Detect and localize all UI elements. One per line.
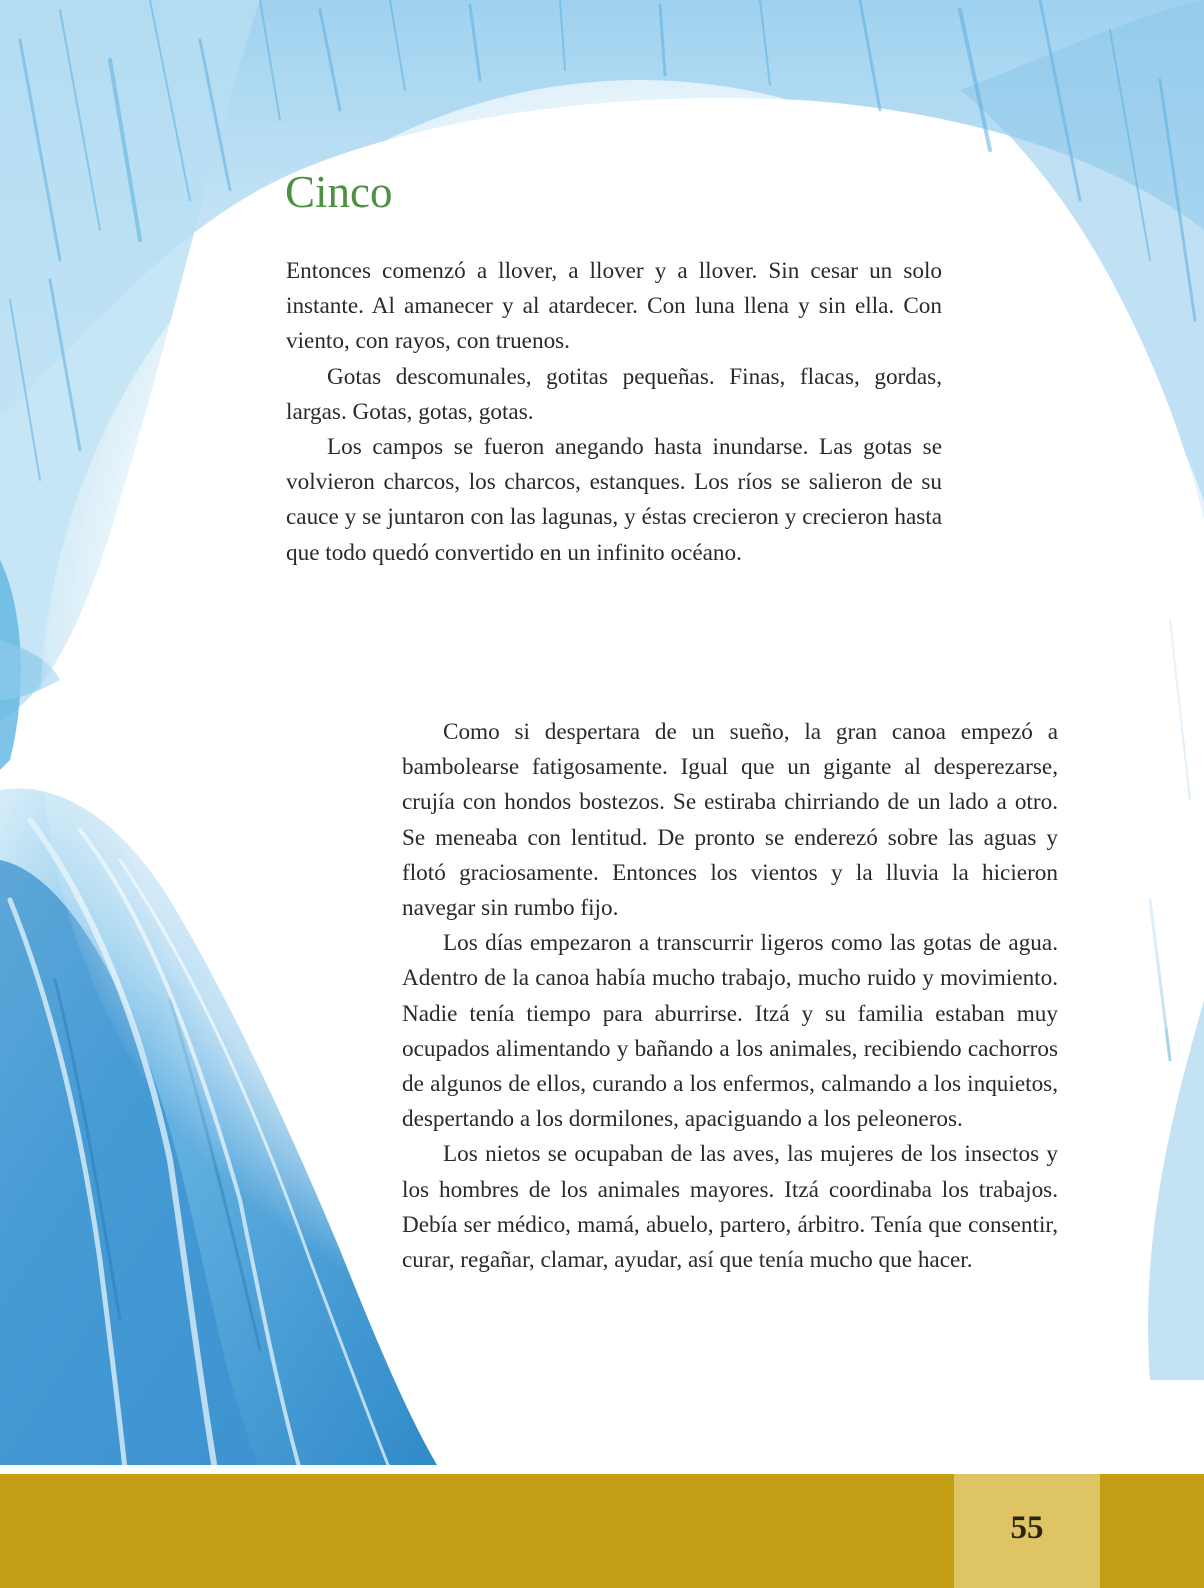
paragraph: Gotas descomunales, gotitas pequeñas. Finas, flacas, gordas, largas. Gotas, gotas, gotas. [286, 363, 942, 425]
page-number-tab [954, 1474, 1100, 1588]
page-number: 55 [1010, 1509, 1044, 1546]
story-section-two [402, 715, 1058, 1278]
chapter-title: Cinco [285, 167, 393, 217]
paragraph: Entonces comenzó a llover, a llover y a llover. Sin cesar un solo instante. Al amanecer y al atardecer. Con luna llena y sin ella. Con viento, con rayos, con truenos. [286, 258, 942, 355]
paragraph: Los nietos se ocupaban de las aves, las mujeres de los insectos y los hombres de los animales mayores. Itzá coordinaba los trabajos. Debía ser médico, mamá, abuelo, partero, árbitro. Tenía que consentir, curar, regañar, clamar, ayudar, así que tenía mucho que hacer. [402, 1141, 1058, 1274]
paragraph: Los campos se fueron anegando hasta inundarse. Las gotas se volvieron charcos, los charcos, estanques. Los ríos se salieron de su cauce y se juntaron con las lagunas, y éstas crecieron y crecieron hasta que todo quedó convertido en un infinito océano. [286, 434, 942, 566]
story-section-one [286, 254, 942, 571]
paragraph: Los días empezaron a transcurrir ligeros como las gotas de agua. Adentro de la canoa había mucho trabajo, mucho ruido y movimiento. Nadie tenía tiempo para aburrirse. Itzá y su familia estaban muy ocupados alimentando y bañando a los animales, recibiendo cachorros de algunos de ellos, curando a los enfermos, calmando a los inquietos, despertando a los dormilones, apaciguando a los peleoneros. [402, 930, 1058, 1133]
footer-rule [0, 1465, 1204, 1474]
paragraph: Como si despertara de un sueño, la gran canoa empezó a bambolearse fatigosamente. Igual que un gigante al desperezarse, crujía con hondos bostezos. Se estiraba chirriando de un lado a otro. Se meneaba con lentitud. De pronto se enderezó sobre las aguas y flotó graciosamente. Entonces los vientos y la lluvia la hicieron navegar sin rumbo fijo. [402, 719, 1058, 922]
